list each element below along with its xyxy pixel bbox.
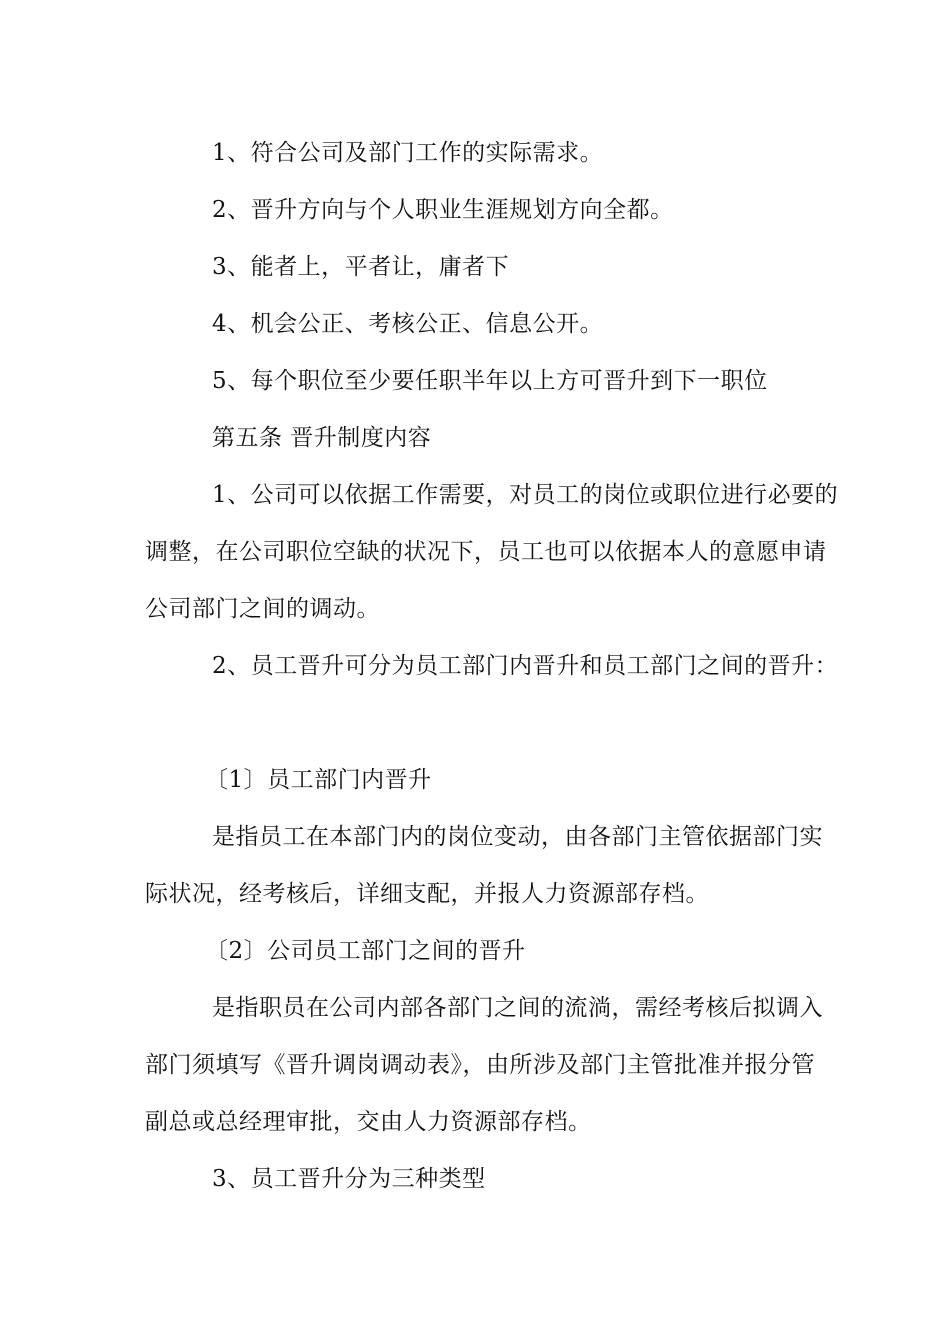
principle-1: 1、符合公司及部门工作的实际需求。 <box>212 140 604 166</box>
principle-2: 2、晋升方向与个人职业生涯规划方向全都。 <box>212 197 674 223</box>
content-3-line-1: 3、员工晋升分为三种类型 <box>212 1166 486 1192</box>
sub-1-line-1: 是指员工在本部门内的岗位变动，由各部门主管依据部门实 <box>212 824 823 850</box>
principle-4: 4、机会公正、考核公正、信息公开。 <box>212 311 604 337</box>
sub-1-heading: 〔1〕员工部门内晋升 <box>205 767 432 793</box>
sub-1-line-2: 际状况，经考核后，详细支配，并报人力资源部存档。 <box>145 881 709 907</box>
sub-2-line-1: 是指职员在公司内部各部门之间的流淌，需经考核后拟调入 <box>212 995 823 1021</box>
sub-2-heading: 〔2〕公司员工部门之间的晋升 <box>205 938 526 964</box>
principle-3: 3、能者上，平者让，庸者下 <box>212 254 510 280</box>
sub-2-line-2: 部门须填写《晋升调岗调动表》，由所涉及部门主管批准并报分管 <box>145 1052 815 1078</box>
content-1-line-3: 公司部门之间的调动。 <box>145 596 380 622</box>
content-1-line-1: 1、公司可以依据工作需要，对员工的岗位或职位进行必要的 <box>212 482 839 508</box>
content-1-line-2: 调整，在公司职位空缺的状况下，员工也可以依据本人的意愿申请 <box>145 539 827 565</box>
article-5-heading: 第五条 晋升制度内容 <box>212 425 432 451</box>
principle-5: 5、每个职位至少要任职半年以上方可晋升到下一职位 <box>212 368 768 394</box>
content-2-line-1: 2、员工晋升可分为员工部门内晋升和员工部门之间的晋升： <box>212 653 839 679</box>
sub-2-line-3: 副总或总经理审批，交由人力资源部存档。 <box>145 1109 592 1135</box>
